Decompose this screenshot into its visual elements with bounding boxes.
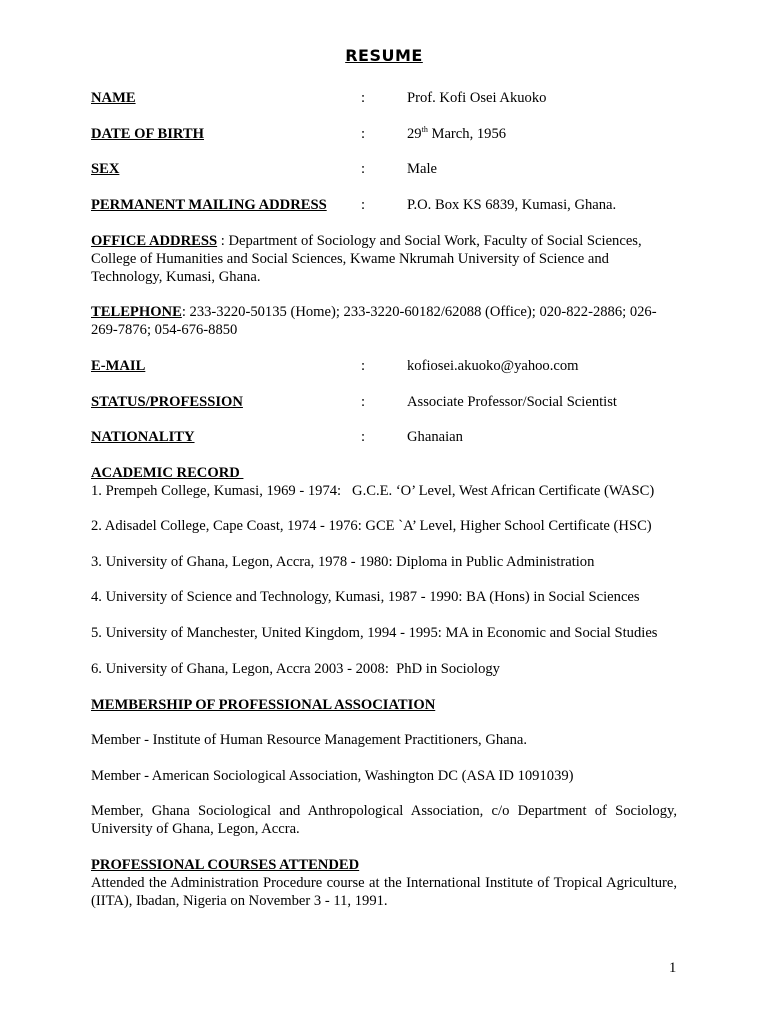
page-number: 1: [669, 960, 677, 976]
sex-label: SEX: [91, 161, 120, 177]
academic-item: 1. Prempeh College, Kumasi, 1969 - 1974: G.C.E. ‘O’ Level, West African Certificate (WASC): [91, 483, 655, 499]
sex-row: [91, 159, 691, 179]
telephone-label: TELEPHONE: [91, 304, 182, 320]
mailing-label: PERMANENT MAILING ADDRESS: [91, 197, 327, 213]
dob-label: DATE OF BIRTH: [91, 126, 205, 142]
academic-heading: ACADEMIC RECORD: [91, 465, 244, 481]
mailing-row: [91, 195, 691, 215]
name-value: Prof. Kofi Osei Akuoko: [407, 90, 547, 106]
dob-colon: :: [361, 126, 366, 142]
courses-heading: PROFESSIONAL COURSES ATTENDED: [91, 857, 360, 873]
email-label: E-MAIL: [91, 358, 146, 374]
nationality-value: Ghanaian: [407, 429, 463, 445]
membership-item: Member, Ghana Sociological and Anthropological Association, c/o Department of Sociology, University of Ghana, Legon, Accra.: [91, 803, 677, 837]
academic-item: 6. University of Ghana, Legon, Accra 2003 - 2008: PhD in Sociology: [91, 661, 500, 677]
status-colon: :: [361, 394, 366, 410]
name-row: [91, 88, 691, 108]
status-label: STATUS/PROFESSION: [91, 394, 243, 410]
courses-text: Attended the Administration Procedure course at the International Institute of Tropical Agriculture, (IITA), Ibadan, Nigeria on November 3 - 11, 1991.: [91, 875, 677, 909]
nationality-colon: :: [361, 429, 366, 445]
status-value: Associate Professor/Social Scientist: [407, 394, 617, 410]
mailing-value: P.O. Box KS 6839, Kumasi, Ghana.: [407, 197, 617, 213]
dob-row: [91, 124, 691, 144]
telephone-text: : 233-3220-50135 (Home); 233-3220-60182/62088 (Office); 020-822-2886; 026-269-7876; 054-676-8850: [91, 304, 657, 338]
mailing-colon: :: [361, 197, 366, 213]
dob-day: 29: [407, 126, 422, 142]
academic-item: 5. University of Manchester, United Kingdom, 1994 - 1995: MA in Economic and Social Studies: [91, 625, 658, 641]
name-label: NAME: [91, 90, 136, 106]
telephone: [91, 303, 677, 339]
nationality-row: [91, 427, 691, 447]
membership-heading: MEMBERSHIP OF PROFESSIONAL ASSOCIATION: [91, 697, 436, 713]
membership-item: Member - Institute of Human Resource Management Practitioners, Ghana.: [91, 732, 528, 748]
name-colon: :: [361, 90, 366, 106]
sex-colon: :: [361, 161, 366, 177]
academic-item: 3. University of Ghana, Legon, Accra, 1978 - 1980: Diploma in Public Administration: [91, 554, 595, 570]
page-title: RESUME: [345, 46, 423, 65]
academic-item: 2. Adisadel College, Cape Coast, 1974 - 1976: GCE `A’ Level, Higher School Certificate (HSC): [91, 518, 652, 534]
status-row: [91, 392, 691, 412]
dob-value: [407, 124, 506, 144]
email-row: [91, 356, 691, 376]
dob-suffix: th: [421, 125, 428, 134]
dob-rest: March, 1956: [427, 126, 507, 142]
office-label: OFFICE ADDRESS: [91, 233, 218, 249]
membership-item: Member - American Sociological Association, Washington DC (ASA ID 1091039): [91, 768, 574, 784]
email-colon: :: [361, 358, 366, 374]
nationality-label: NATIONALITY: [91, 429, 195, 445]
email-value: kofiosei.akuoko@yahoo.com: [407, 358, 579, 374]
office-text: : Department of Sociology and Social Work, Faculty of Social Sciences, College of Humanities and Social Sciences, Kwame Nkrumah University of Science and Technology, Kumasi, Ghana.: [91, 233, 642, 285]
sex-value: Male: [407, 161, 437, 177]
academic-item: 4. University of Science and Technology, Kumasi, 1987 - 1990: BA (Hons) in Social Sciences: [91, 589, 640, 605]
office-address: [91, 232, 677, 286]
